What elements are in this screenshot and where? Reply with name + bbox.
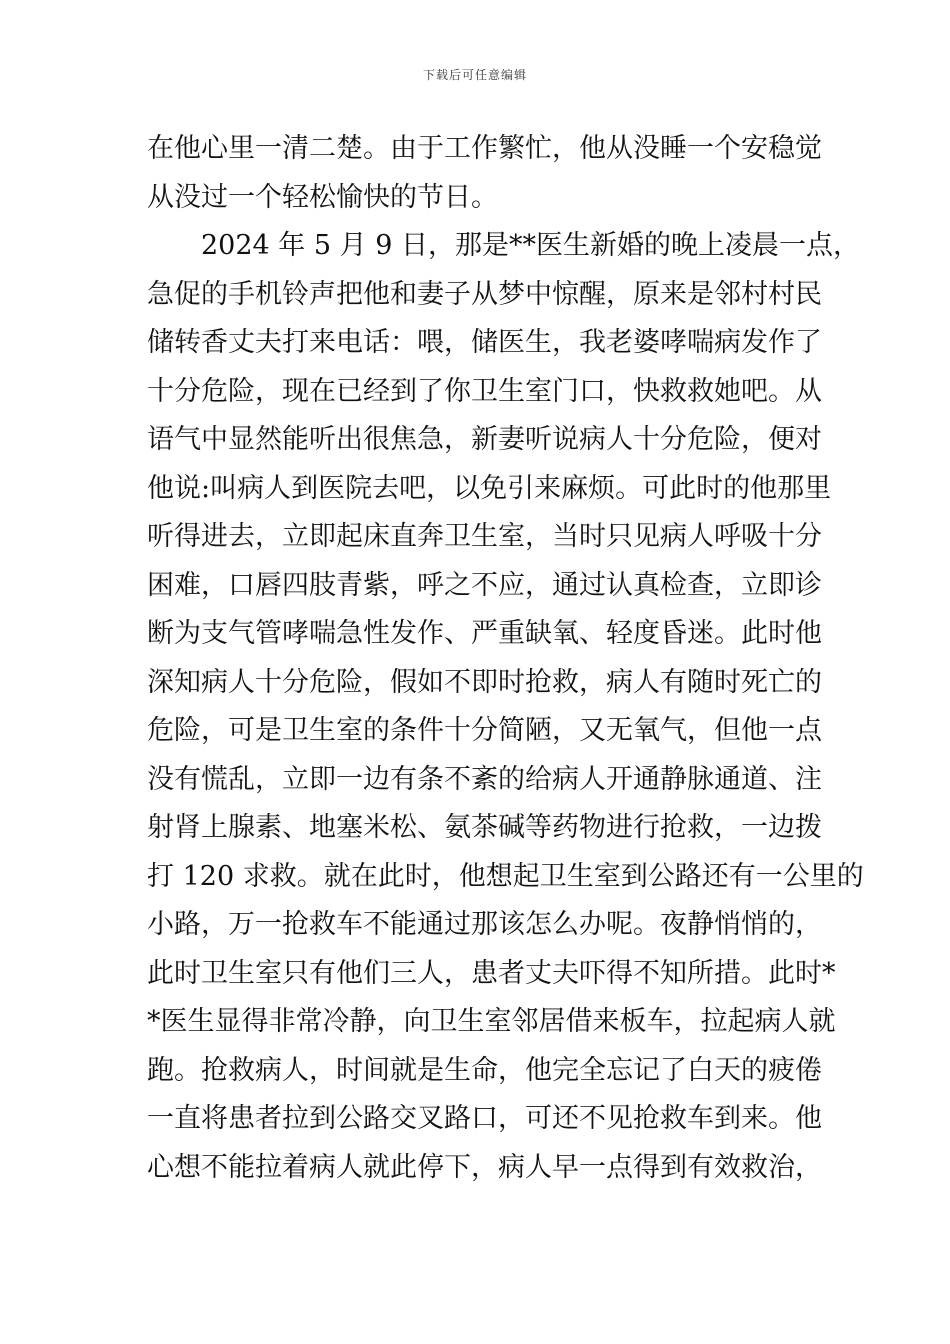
text-line: 没有慌乱，立即一边有条不紊的给病人开通静脉通道、注 (147, 763, 822, 795)
document-body (147, 125, 864, 1192)
text-line: 语气中显然能听出很焦急，新妻听说病人十分危险，便对 (147, 424, 822, 455)
text-line: 困难，口唇四肢青紫，呼之不应，通过认真检查，立即诊 (147, 569, 822, 601)
text-line: 断为支气管哮喘急性发作、严重缺氧、轻度昏迷。此时他 (147, 618, 822, 649)
text-line: 危险，可是卫生室的条件十分简陋，又无氧气，但他一点 (147, 715, 822, 746)
text-line: 心想不能拉着病人就此停下，病人早一点得到有效救治， (147, 1151, 822, 1183)
text-line: 听得进去，立即起床直奔卫生室，当时只见病人呼吸十分 (147, 521, 822, 552)
text-line: 十分危险，现在已经到了你卫生室门口，快救救她吧。从 (147, 375, 822, 407)
text-line: 储转香丈夫打来电话：喂，储医生，我老婆哮喘病发作了 (147, 327, 822, 358)
text-line: 从没过一个轻松愉快的节日。 (147, 181, 498, 213)
text-line: 急促的手机铃声把他和妻子从梦中惊醒，原来是邻村村民 (147, 278, 822, 310)
text-line: 一直将患者拉到公路交叉路口，可还不见抢救车到来。他 (147, 1103, 822, 1134)
text-line: 他说:叫病人到医院去吧，以免引来麻烦。可此时的他那里 (147, 472, 832, 504)
text-line: 深知病人十分危险，假如不即时抢救，病人有随时死亡的 (147, 666, 822, 698)
text-line: 打 120 求救。就在此时，他想起卫生室到公路还有一公里的 (147, 860, 864, 892)
text-line: 射肾上腺素、地塞米松、氨茶碱等药物进行抢救，一边拨 (147, 812, 822, 843)
text-line: 此时卫生室只有他们三人，患者丈夫吓得不知所措。此时* (147, 957, 836, 989)
text-line: 2024 年 5 月 9 日，那是**医生新婚的晚上凌晨一点， (201, 230, 860, 261)
text-line: 在他心里一清二楚。由于工作繁忙，他从没睡一个安稳觉 (147, 133, 822, 164)
page-header: 下载后可任意编辑 (422, 68, 527, 82)
text-line: 小路，万一抢救车不能通过那该怎么办呢。夜静悄悄的， (147, 909, 822, 940)
text-line: 跑。抢救病人，时间就是生命，他完全忘记了白天的疲倦 (147, 1054, 822, 1086)
text-line: *医生显得非常冷静，向卫生室邻居借来板车，拉起病人就 (147, 1006, 836, 1037)
